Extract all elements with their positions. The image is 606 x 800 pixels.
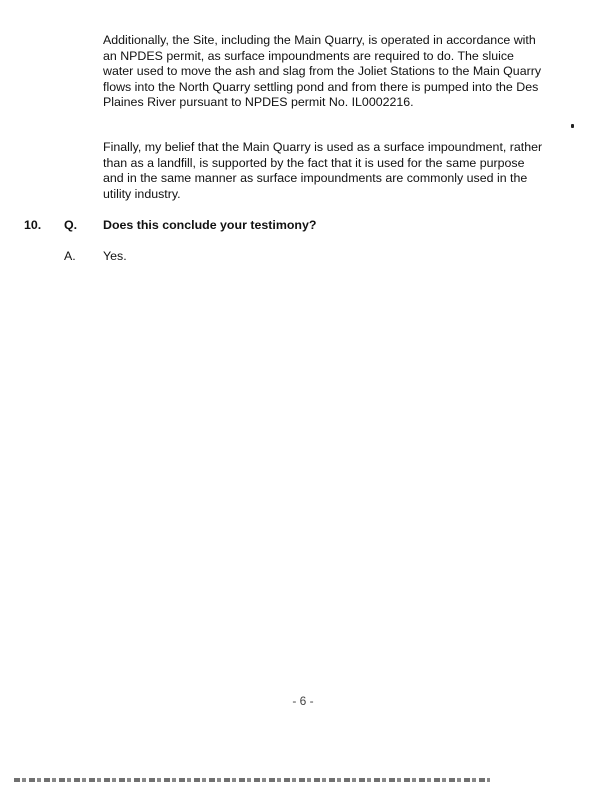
page-number-value: 6 <box>299 694 307 708</box>
paragraph-npdes-permit: Additionally, the Site, including the Main Quarry, is operated in accordance with an NPDES permit, as surface impoundments are required to do. The sluice water used to move the ash and slag from the Joliet Stations to the Main Quarry flows into the North Quarry settling pond and from there is pumped into the Des Plaines River pursuant to NPDES permit No. IL0002216. <box>103 33 542 110</box>
answer-label: A. <box>64 249 76 263</box>
question-label: Q. <box>64 218 78 232</box>
question-text: Does this conclude your testimony? <box>103 218 317 232</box>
paragraph-surface-impoundment: Finally, my belief that the Main Quarry is used as a surface impoundment, rather than as a landfill, is supported by the fact that it is used for the same purpose and in the same manner as surface impoundments are commonly used in the utility industry. <box>103 140 543 201</box>
page-number-dash-left: - <box>292 694 300 708</box>
page-number-dash-right: - <box>306 694 314 708</box>
scan-footer-smudge <box>14 778 490 782</box>
question-number: 10. <box>24 218 42 232</box>
answer-text: Yes. <box>103 249 127 263</box>
scan-speck <box>571 124 574 128</box>
page-number <box>0 694 606 708</box>
